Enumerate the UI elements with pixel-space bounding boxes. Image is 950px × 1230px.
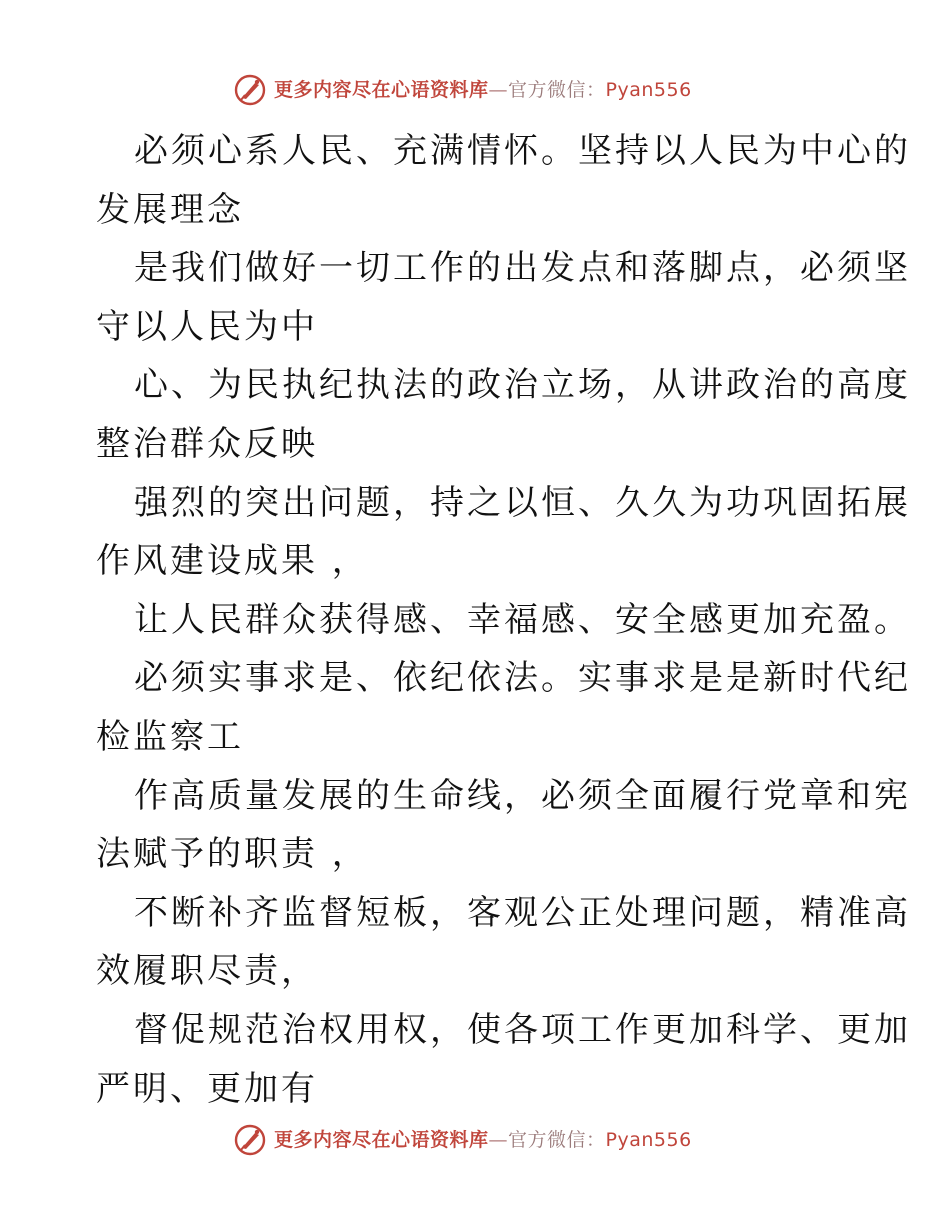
- text-line: 守以人民为中: [96, 306, 318, 347]
- text-line: 强烈的突出问题，持之以恒、久久为功巩固拓展: [134, 482, 911, 523]
- text-line: 效履职尽责，: [96, 951, 318, 992]
- text-line: 是我们做好一切工作的出发点和落脚点，必须坚: [134, 248, 911, 289]
- document-body: [96, 122, 911, 1118]
- banner-brand-text: 更多内容尽在心语资料库: [274, 1129, 489, 1151]
- text-line: 作风建设成果 ，: [96, 541, 369, 582]
- footer-watermark-banner: [0, 1120, 950, 1160]
- text-line: 让人民群众获得感、幸福感、安全感更加充盈。: [134, 599, 911, 640]
- banner-wechat-id: Pyan556: [605, 79, 692, 101]
- banner-dash: —: [488, 1129, 509, 1151]
- text-line: 检监察工: [96, 716, 244, 757]
- banner-wechat-label: 官方微信：: [508, 79, 606, 101]
- banner-wechat-label: 官方微信：: [508, 1129, 606, 1151]
- header-watermark-banner: [0, 70, 950, 110]
- text-line: 必须实事求是、依纪依法。实事求是是新时代纪: [134, 658, 911, 699]
- quill-circle-icon: [233, 1123, 267, 1157]
- text-line: 督促规范治权用权，使各项工作更加科学、更加: [134, 1009, 911, 1050]
- text-line: 整治群众反映: [96, 423, 318, 464]
- text-line: 作高质量发展的生命线，必须全面履行党章和宪: [134, 775, 911, 816]
- banner-dash: —: [488, 79, 509, 101]
- quill-circle-icon: [233, 73, 267, 107]
- text-line: 法赋予的职责 ，: [96, 834, 369, 875]
- text-line: 发展理念: [96, 189, 244, 230]
- text-line: 不断补齐监督短板，客观公正处理问题，精准高: [134, 892, 911, 933]
- text-line: 必须心系人民、充满情怀。坚持以人民为中心的: [134, 131, 911, 171]
- text-line: 心、为民执纪执法的政治立场，从讲政治的高度: [134, 365, 911, 406]
- banner-wechat-id: Pyan556: [605, 1129, 692, 1151]
- text-line: 严明、更加有: [96, 1068, 318, 1109]
- banner-brand-text: 更多内容尽在心语资料库: [274, 79, 489, 101]
